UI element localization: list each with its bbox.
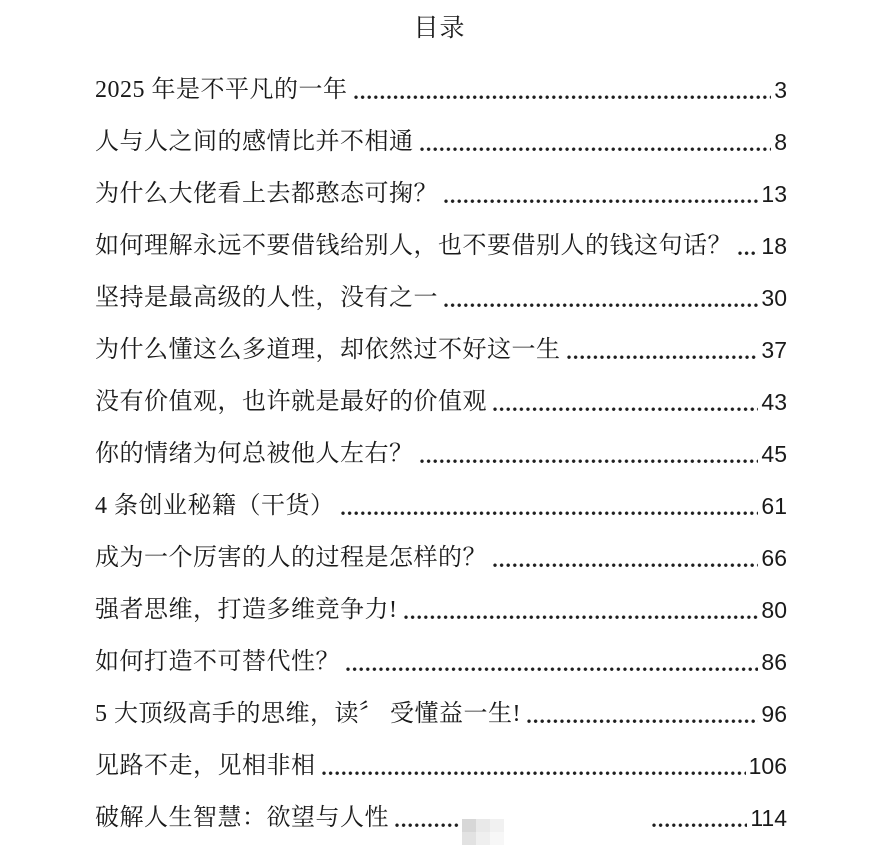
blur-cell bbox=[490, 819, 504, 832]
dot-leader bbox=[346, 667, 758, 672]
dot-leader bbox=[493, 407, 758, 412]
page-number: 106 bbox=[748, 753, 787, 779]
page-number: 61 bbox=[761, 493, 787, 519]
page-number: 66 bbox=[761, 545, 787, 571]
page-number: 37 bbox=[761, 337, 787, 363]
page-number: 43 bbox=[761, 389, 787, 415]
dot-leader bbox=[444, 199, 758, 204]
blur-cell bbox=[462, 832, 476, 845]
page-title: 目录 bbox=[413, 15, 466, 42]
toc-entry-title: 你的情绪为何总被他人左右？ bbox=[95, 441, 414, 467]
toc-entry-title: 坚持是最高级的人性，没有之一 bbox=[95, 285, 438, 311]
toc-entry-title: 见路不走，见相非相 bbox=[95, 753, 316, 779]
toc-entry-title: 强者思维，打造多维竞争力! bbox=[95, 597, 398, 623]
page-number: 30 bbox=[761, 285, 787, 311]
toc-entry[interactable] bbox=[95, 789, 787, 841]
dot-leader bbox=[493, 563, 758, 568]
toc-entry-title: 没有价值观，也许就是最好的价值观 bbox=[95, 389, 487, 415]
dot-leader bbox=[404, 615, 759, 620]
blur-cell bbox=[462, 819, 476, 832]
toc-entry-title: 2025 年是不平凡的一年 bbox=[95, 77, 348, 103]
toc-entry-title: 破解人生智慧：欲望与人性 bbox=[95, 805, 389, 831]
dot-leader bbox=[444, 303, 758, 308]
toc-entry[interactable] bbox=[95, 217, 787, 269]
dot-leader bbox=[420, 459, 759, 464]
blur-cell bbox=[476, 832, 490, 845]
toc-entry[interactable] bbox=[95, 269, 787, 321]
page-number: 114 bbox=[750, 805, 787, 831]
toc-entry[interactable] bbox=[95, 165, 787, 217]
page-number: 80 bbox=[761, 597, 787, 623]
dot-leader bbox=[395, 823, 460, 828]
toc-entry-title: 4 条创业秘籍（干货） bbox=[95, 493, 335, 519]
page-number: 45 bbox=[761, 441, 787, 467]
dot-leader bbox=[527, 719, 758, 724]
toc-entry[interactable] bbox=[95, 61, 787, 113]
toc-entry[interactable] bbox=[95, 581, 787, 633]
toc-entry[interactable] bbox=[95, 685, 787, 737]
dot-leader bbox=[420, 147, 772, 152]
toc-entry-title: 成为一个厉害的人的过程是怎样的？ bbox=[95, 545, 487, 571]
dot-leader bbox=[341, 511, 759, 516]
toc-entry[interactable] bbox=[95, 425, 787, 477]
toc-entry[interactable] bbox=[95, 737, 787, 789]
dot-leader bbox=[354, 95, 772, 100]
dot-leader bbox=[738, 251, 758, 256]
toc-entry[interactable] bbox=[95, 529, 787, 581]
toc-entry[interactable] bbox=[95, 113, 787, 165]
toc-entry-title: 如何打造不可替代性？ bbox=[95, 649, 340, 675]
toc-list bbox=[95, 61, 787, 841]
toc-entry[interactable] bbox=[95, 321, 787, 373]
toc-entry[interactable] bbox=[95, 477, 787, 529]
page-number: 13 bbox=[761, 181, 787, 207]
toc-entry[interactable] bbox=[95, 373, 787, 425]
toc-entry-title: 为什么懂这么多道理，却依然过不好这一生 bbox=[95, 337, 561, 363]
page-number: 18 bbox=[761, 233, 787, 259]
page-number: 86 bbox=[761, 649, 787, 675]
toc-entry[interactable] bbox=[95, 633, 787, 685]
toc-entry-title: 5 大顶级高手的思维，读〞 受懂益一生! bbox=[95, 701, 521, 727]
page-number: 8 bbox=[774, 129, 787, 155]
blurred-watermark bbox=[462, 819, 504, 845]
page-number: 96 bbox=[761, 701, 787, 727]
dot-leader bbox=[322, 771, 746, 776]
dot-leader bbox=[567, 355, 759, 360]
blur-cell bbox=[476, 819, 490, 832]
toc-entry-title: 为什么大佬看上去都憨态可掬？ bbox=[95, 181, 438, 207]
dot-leader bbox=[652, 823, 747, 828]
page-number: 3 bbox=[774, 77, 787, 103]
toc-entry-title: 人与人之间的感情比并不相通 bbox=[95, 129, 414, 155]
blur-cell bbox=[490, 832, 504, 845]
toc-entry-title: 如何理解永远不要借钱给别人，也不要借别人的钱这句话？ bbox=[95, 233, 732, 259]
